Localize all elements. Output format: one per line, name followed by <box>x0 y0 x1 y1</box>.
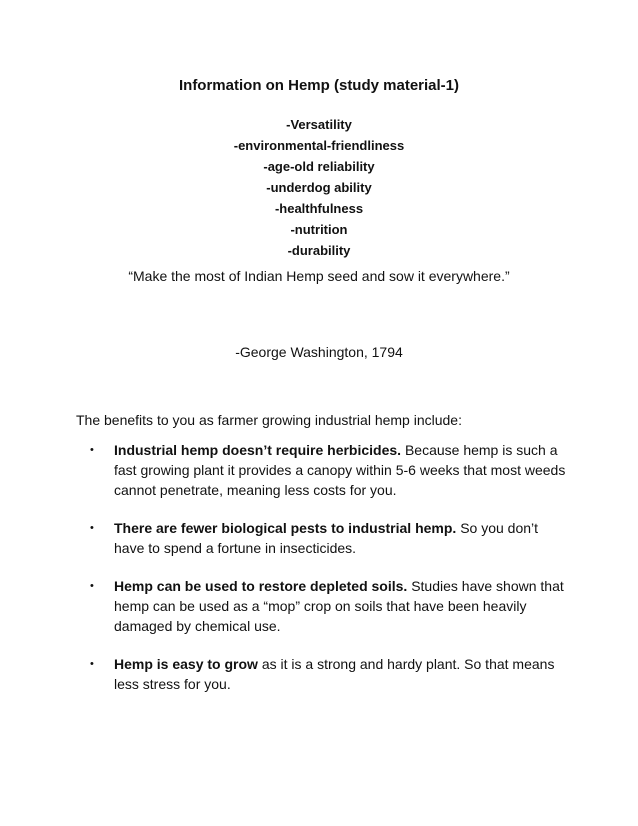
benefit-text: Because hemp is such a fast growing plant it provides a canopy within 5-6 weeks that most weeds cannot penetrate, meaning less costs for you. <box>114 442 566 498</box>
quality-item: -underdog ability <box>266 180 372 195</box>
benefits-list <box>86 440 566 712</box>
benefit-heading: Hemp can be used to restore depleted soils. <box>114 578 408 594</box>
benefit-heading: Hemp is easy to grow <box>114 656 258 672</box>
benefit-item <box>86 576 566 636</box>
benefit-item <box>86 654 566 694</box>
bullet-icon: • <box>90 522 94 534</box>
quality-item: -age-old reliability <box>263 159 375 174</box>
quality-item: -nutrition <box>290 222 348 237</box>
quality-item: -Versatility <box>286 117 352 132</box>
washington-quote: “Make the most of Indian Hemp seed and sow it everywhere.” <box>128 268 510 284</box>
benefit-item <box>86 518 566 558</box>
benefit-text: as it is a strong and hardy plant. So that means less stress for you. <box>114 656 555 692</box>
quality-item: -healthfulness <box>274 201 364 216</box>
hemp-qualities-list <box>0 114 638 261</box>
bullet-icon: • <box>90 580 94 592</box>
benefit-text: So you don’t have to spend a fortune in insecticides. <box>114 520 539 556</box>
document-title: Information on Hemp (study material-1) <box>178 77 460 94</box>
quote-author: -George Washington, 1794 <box>235 344 403 360</box>
bullet-icon: • <box>90 444 94 456</box>
benefit-heading: Industrial hemp doesn’t require herbicides. <box>114 442 402 458</box>
benefits-intro: The benefits to you as farmer growing industrial hemp include: <box>76 412 462 428</box>
bullet-icon: • <box>90 658 94 670</box>
benefit-heading: There are fewer biological pests to industrial hemp. <box>114 520 457 536</box>
quality-item: -durability <box>287 243 351 258</box>
quality-item: -environmental-friendliness <box>233 138 405 153</box>
benefit-item <box>86 440 566 500</box>
benefit-text: Studies have shown that hemp can be used as a “mop” crop on soils that have been heavily damaged by chemical use. <box>114 578 564 634</box>
